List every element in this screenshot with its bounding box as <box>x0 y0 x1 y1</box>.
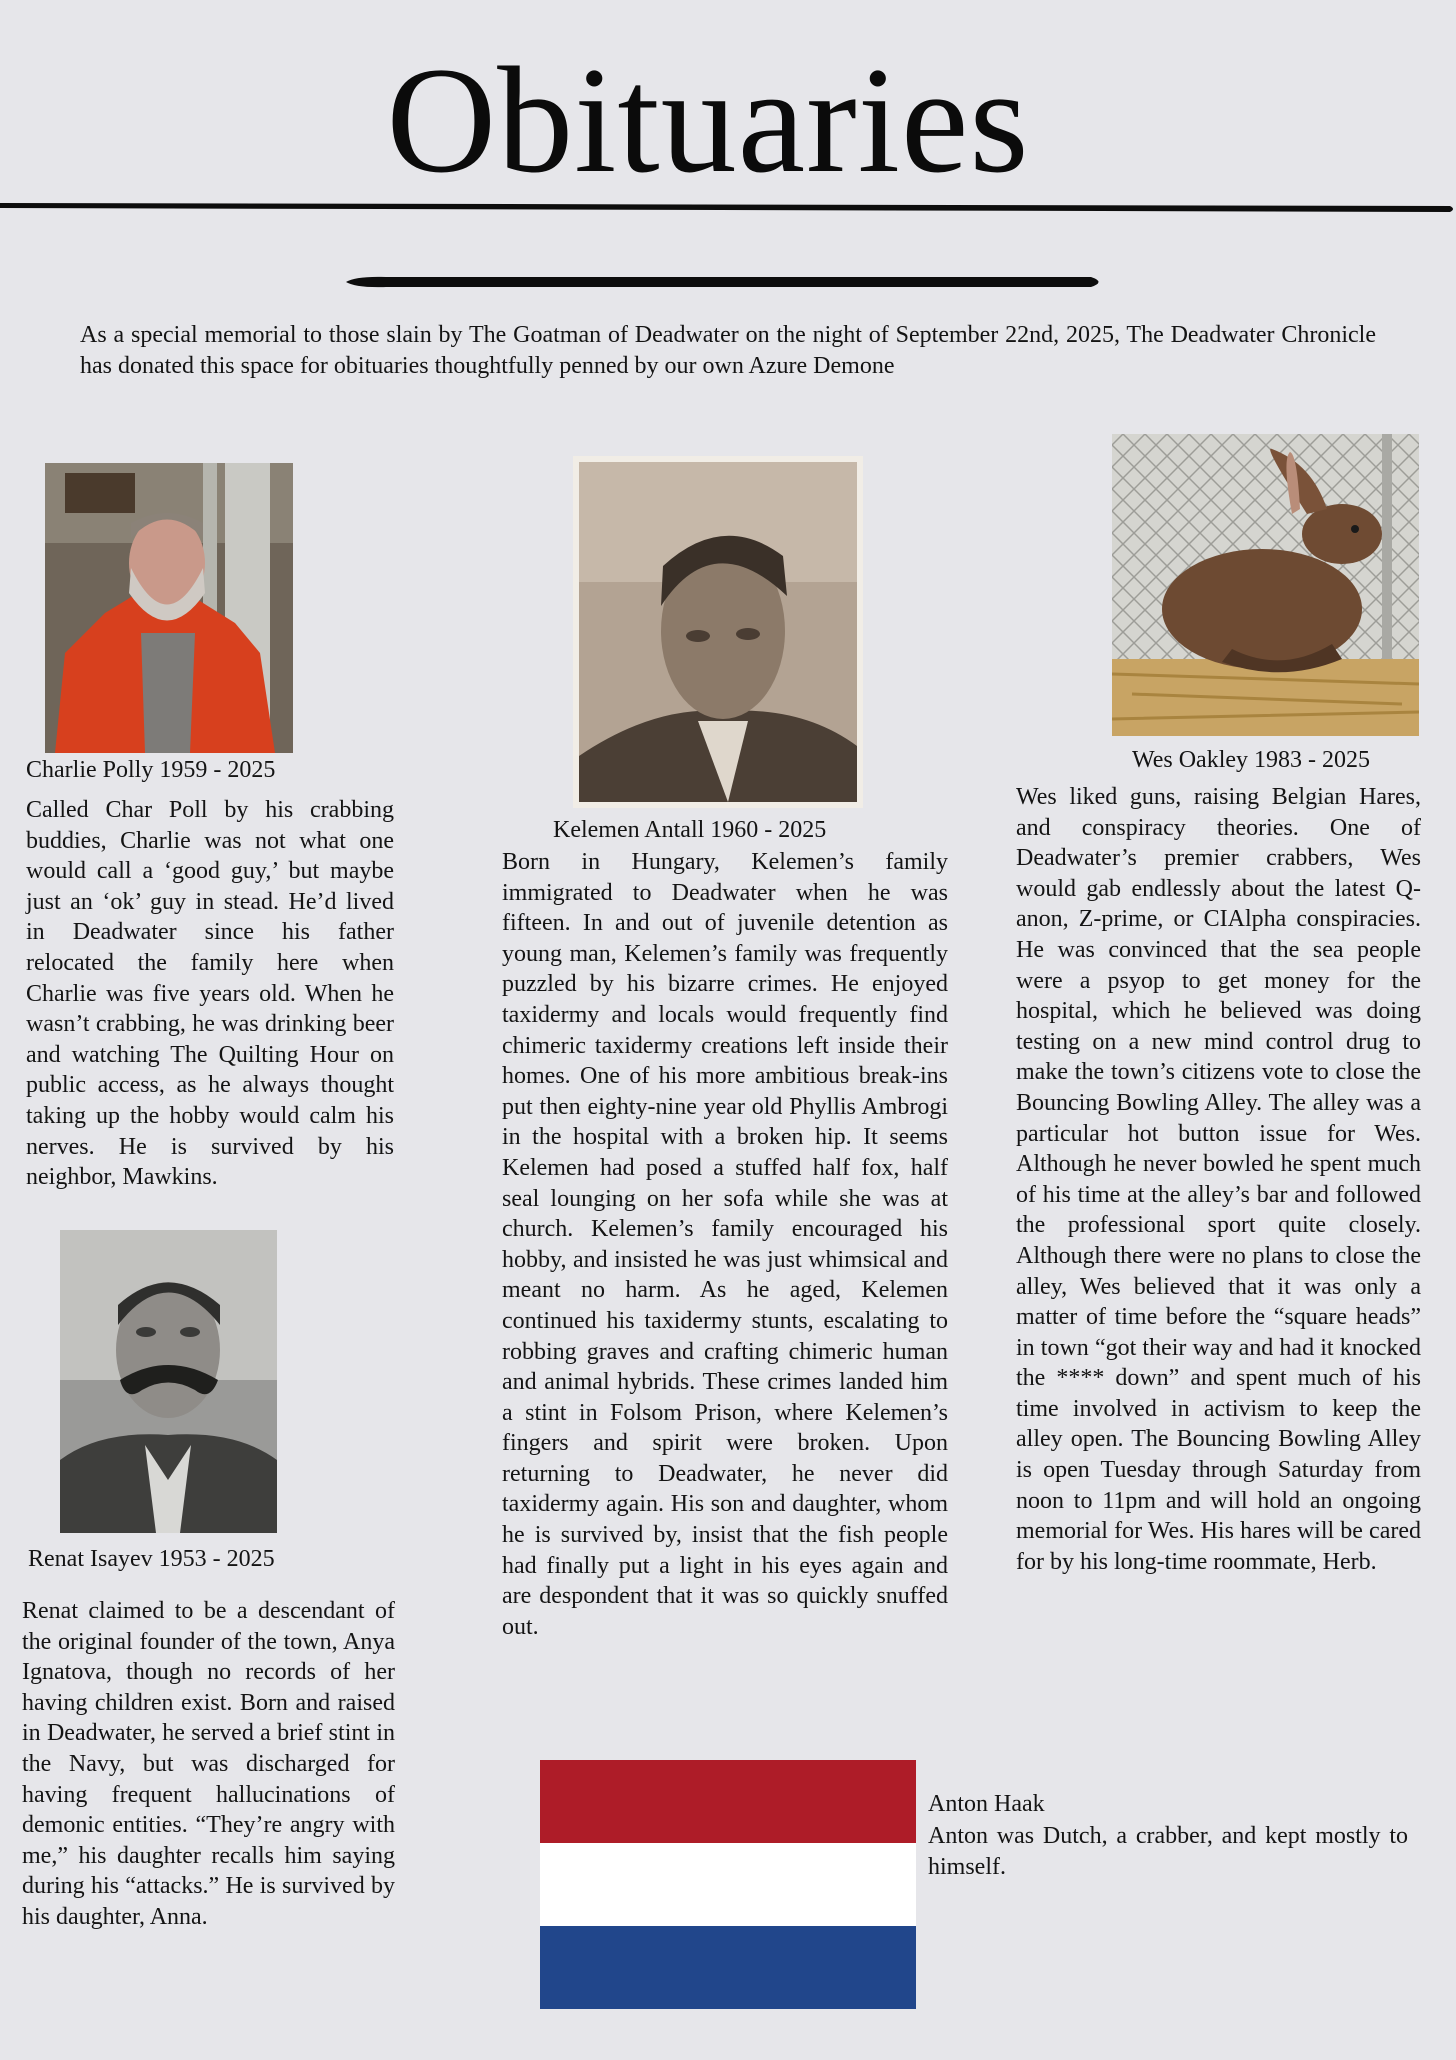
renat-caption: Renat Isayev 1953 - 2025 <box>28 1546 275 1572</box>
flag-red-stripe <box>540 1760 916 1843</box>
renat-obituary-text: Renat claimed to be a descendant of the original founder of the town, Anya Ignatova, though no records of her having children exist. Born and raised in Deadwater, he served a brief stint in the Navy, but was discharged for having frequent hallucinations of demonic entities. “They’re angry with me,” his daughter recalls him saying during his “attacks.” He is survived by his daughter, Anna. <box>22 1598 395 1930</box>
wes-photo <box>1112 434 1419 736</box>
anton-obituary-text: Anton was Dutch, a crabber, and kept mostly to himself. <box>928 1823 1408 1880</box>
masthead-accent-rule <box>346 274 1106 290</box>
kelemen-caption: Kelemen Antall 1960 - 2025 <box>553 817 827 843</box>
charlie-caption: Charlie Polly 1959 - 2025 <box>26 757 276 783</box>
flag-white-stripe <box>540 1843 916 1926</box>
page-title: Obituaries <box>386 36 1030 204</box>
wes-obituary-text: Wes liked guns, raising Belgian Hares, and conspiracy theories. One of Deadwater’s premier crabbers, Wes would gab endlessly about the latest Q-anon, Z-prime, or CIAlpha conspiracies. He was convinced that the sea people were a psyop to get money for the hospital, which he believed was doing testing on a new mind control drug to make the town’s citizens vote to close the Bouncing Bowling Alley. The alley was a particular hot button issue for Wes. Although he never bowled he spent much of his time at the alley’s bar and followed the professional sport quite closely. Although there were no plans to close the alley, Wes believed that it was only a matter of time before the “square heads” in town “got their way and had it knocked the **** down” and spent much of his time involved in activism to keep the alley open. The Bouncing Bowling Alley is open Tuesday through Saturday from noon to 11pm and will hold an ongoing memorial for Wes. His hares will be cared for by his long-time roommate, Herb. <box>1016 784 1421 1575</box>
kelemen-photo <box>573 456 863 808</box>
charlie-photo <box>45 463 293 753</box>
renat-photo <box>60 1230 277 1533</box>
dutch-flag-image <box>540 1760 916 2009</box>
kelemen-obituary-text: Born in Hungary, Kelemen’s family immigrated to Deadwater when he was fifteen. In and out of juvenile detention as young man, Kelemen’s family was frequently puzzled by his bizarre crimes. He enjoyed taxidermy and locals would frequently find chimeric taxidermy creations left inside their homes. One of his more ambitious break-ins put then eighty-nine year old Phyllis Ambrogi in the hospital with a broken hip. It seems Kelemen had posed a stuffed half fox, half seal lounging on her sofa while she was at church. Kelemen’s family encouraged his hobby, and insisted he was just whimsical and meant no harm. As he aged, Kelemen continued his taxidermy stunts, escalating to robbing graves and crafting chimeric human and animal hybrids. These crimes landed him a stint in Folsom Prison, where Kelemen’s fingers and spirit were broken. Upon returning to Deadwater, he never did taxidermy again. His son and daughter, whom he is survived by, insist that the fish people had finally put a light in his eyes again and are despondent that it was so quickly snuffed out. <box>502 849 948 1640</box>
anton-caption: Anton Haak <box>928 1791 1045 1817</box>
charlie-obituary-text: Called Char Poll by his crabbing buddies, Charlie was not what one would call a ‘good guy,’ but maybe just an ‘ok’ guy in stead. He’d lived in Deadwater since his father relocated the family here when Charlie was five years old. When he wasn’t crabbing, he was drinking beer and watching The Quilting Hour on public access, as he always thought taking up the hobby would calm his nerves. He is survived by his neighbor, Mawkins. <box>26 797 394 1191</box>
masthead-rule <box>0 196 1456 216</box>
flag-blue-stripe <box>540 1926 916 2009</box>
wes-caption: Wes Oakley 1983 - 2025 <box>1132 747 1371 773</box>
intro-paragraph: As a special memorial to those slain by The Goatman of Deadwater on the night of September 22nd, 2025, The Deadwater Chronicle has donated this space for obituaries thoughtfully penned by our own Azure Demone <box>80 322 1376 379</box>
